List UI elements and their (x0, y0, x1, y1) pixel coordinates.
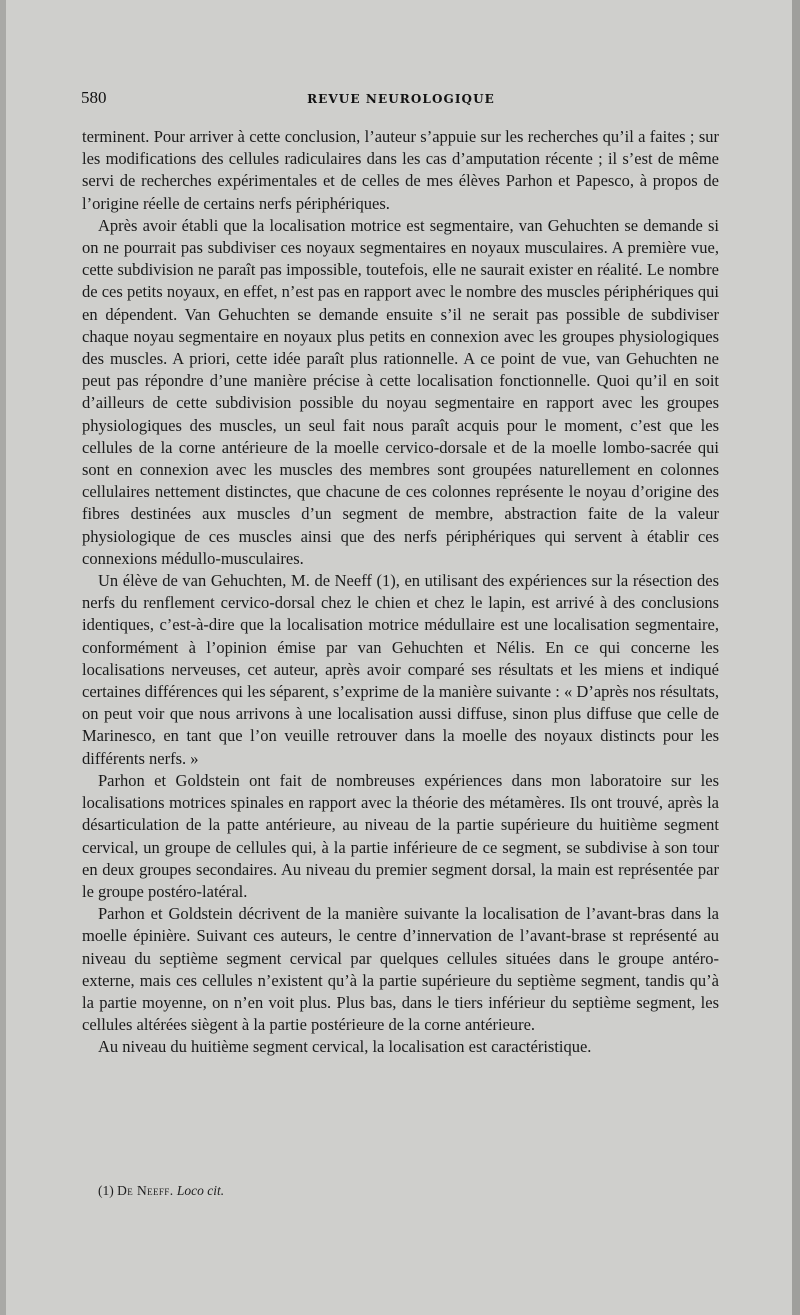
paragraph-4: Parhon et Goldstein ont fait de nombreuses expériences dans mon laboratoire sur les localisations motrices spinales en rapport avec la théorie des métamères. Ils ont trouvé, après la désarticulation de la patte antérieure, au niveau de la partie supérieure du huitième segment cervical, un groupe de cellules qui, à la partie inférieure de ce segment, se subdivise à son tour en deux groupes secondaires. Au niveau du premier segment dorsal, la main est représentée par le groupe postéro-latéral. (82, 770, 719, 901)
footnote-number: (1) (98, 1183, 114, 1198)
paragraph-5: Parhon et Goldstein décrivent de la manière suivante la localisation de l’avant-bras dans la moelle épinière. Suivant ces auteurs, le centre d’innervation de l’avant-brase st représenté au niveau du septième segment cervical par quelques cellules situées dans le groupe antéro-externe, mais ces cellules n’existent qu’à la partie supérieure du septième segment, tandis qu’à la partie moyenne, on n’en voit plus. Plus bas, dans le tiers inférieur du septième segment, les cellules altérées siègent à la partie postérieure de la corne antérieure. (82, 904, 719, 1035)
paragraph-2: Après avoir établi que la localisation motrice est segmentaire, van Gehuchten se demande si on ne pourrait pas subdiviser ces noyaux segmentaires en noyaux musculaires. A première vue, cette subdivision ne paraît pas impossible, toutefois, elle ne saurait exister en réalité. Le nombre de ces petits noyaux, en effet, n’est pas en rapport avec le nombre des muscles périphériques qui en dépendent. Van Gehuchten se demande ensuite s’il ne serait pas possible de subdiviser chaque noyau segmentaire en noyaux plus petits en connexion avec les groupes physiologiques des muscles. A priori, cette idée paraît plus rationnelle. A ce point de vue, van Gehuchten ne peut pas répondre d’une manière précise à cette localisation fonctionnelle. Quoi qu’il en soit d’ailleurs de cette subdivision possible du noyau segmentaire en rapport avec les groupes physiologiques des muscles, un seul fait nous paraît acquis pour le moment, c’est que les cellules de la corne antérieure de la moelle cervico-dorsale et de la moelle lombo-sacrée qui sont en connexion avec les muscles des membres sont groupées naturellement en colonnes cellulaires nettement distinctes, que chacune de ces colonnes représente le noyau d’origine des fibres destinées aux muscles d’un segment de membre, abstraction faite de la valeur physiologique de ces muscles ainsi que des nerfs périphériques qui servent à établir ces connexions médullo-musculaires. (82, 215, 719, 568)
paragraph-1: terminent. Pour arriver à cette conclusion, l’auteur s’appuie sur les recherches qu’il a faites ; sur les modifications des cellules radiculaires dans les cas d’amputation récente ; il s’est de même servi de recherches expérimentales et de celles de mes élèves Parhon et Papesco, à propos de l’origine réelle de certains nerfs périphériques. (82, 127, 719, 213)
body-text (82, 126, 719, 1059)
page-number: 580 (81, 88, 107, 107)
running-title: REVUE NEUROLOGIQUE (307, 92, 495, 106)
footnote-author: De Neeff. (117, 1183, 174, 1198)
footnote-reference: Loco cit. (176, 1183, 225, 1198)
footnote (98, 1183, 718, 1199)
paragraph-6: Au niveau du huitième segment cervical, la localisation est caractéristique. (98, 1037, 592, 1057)
page-header (81, 88, 721, 112)
paragraph-3: Un élève de van Gehuchten, M. de Neeff (1), en utilisant des expériences sur la résection des nerfs du renflement cervico-dorsal chez le chien et chez le lapin, est arrivé à des conclusions identiques, c’est-à-dire que la localisation motrice médullaire est une localisation segmentaire, conformément à l’opinion émise par van Gehuchten et Nélis. En ce qui concerne les localisations nerveuses, cet auteur, après avoir comparé ses résultats et les miens et indiqué certaines différences qui les séparent, s’exprime de la manière suivante : « D’après nos résultats, on peut voir que nous arrivons à une localisation aussi diffuse, sinon plus diffuse que celle de Marinesco, en tant que l’on veuille retrouver dans la moelle des noyaux distincts pour les différents nerfs. » (82, 571, 719, 768)
